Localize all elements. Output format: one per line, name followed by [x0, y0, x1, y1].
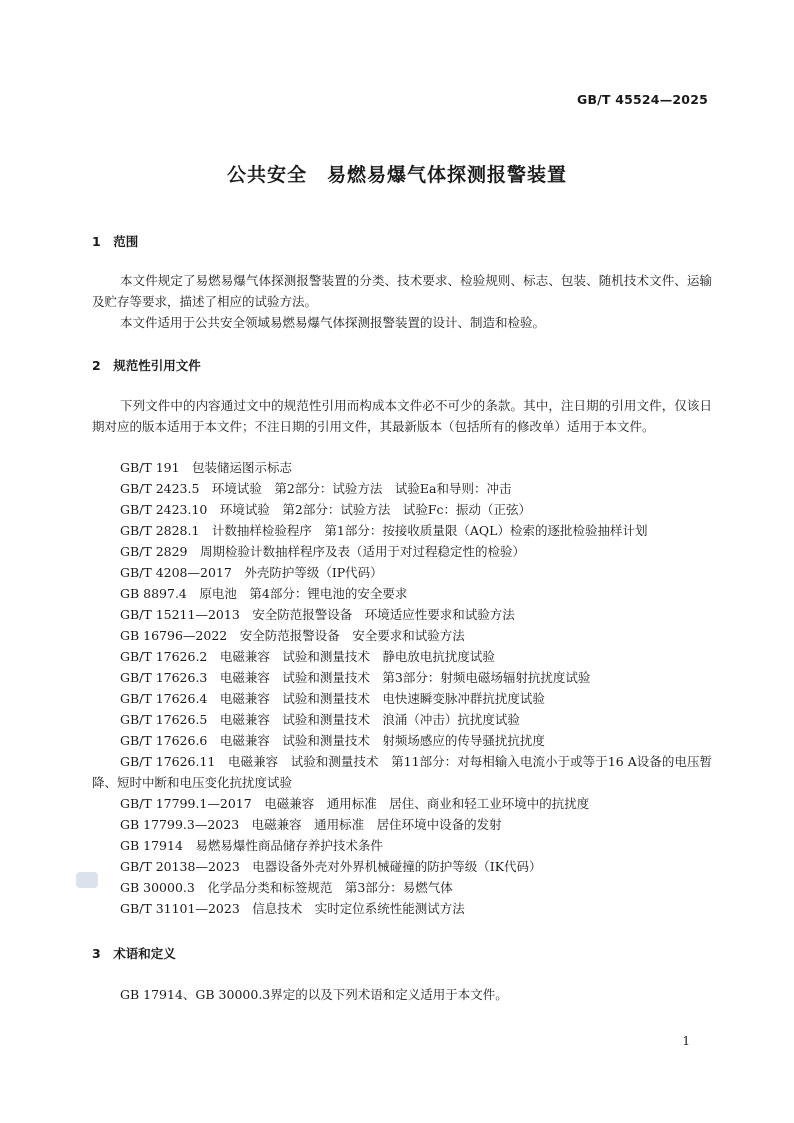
reference-item: GB 17799.3—2023 电磁兼容 通用标准 居住环境中设备的发射: [120, 817, 502, 832]
terms-paragraph: GB 17914、GB 30000.3界定的以及下列术语和定义适用于本文件。: [120, 987, 508, 1002]
reference-item: GB 8897.4 原电池 第4部分：锂电池的安全要求: [120, 586, 408, 601]
reference-item: GB/T 15211—2013 安全防范报警设备 环境适应性要求和试验方法: [120, 607, 515, 622]
reference-item: GB/T 4208—2017 外壳防护等级（IP代码）: [120, 565, 383, 580]
scope-paragraph-2: 本文件适用于公共安全领域易燃易爆气体探测报警装置的设计、制造和检验。: [120, 315, 546, 330]
reference-item: GB/T 191 包装储运图示标志: [120, 460, 293, 475]
reference-item: GB/T 20138—2023 电器设备外壳对外界机械碰撞的防护等级（IK代码）: [120, 859, 542, 874]
reference-item: GB/T 17626.6 电磁兼容 试验和测量技术 射频场感应的传导骚扰抗扰度: [120, 733, 545, 748]
watermark-logo-icon: [76, 872, 98, 888]
reference-item: GB/T 2423.10 环境试验 第2部分：试验方法 试验Fc：振动（正弦）: [120, 502, 532, 517]
scope-paragraph-1: 本文件规定了易燃易爆气体探测报警装置的分类、技术要求、检验规则、标志、包装、随机技术文件、运输及贮存等要求，描述了相应的试验方法。: [92, 273, 712, 309]
reference-item: GB 16796—2022 安全防范报警设备 安全要求和试验方法: [120, 628, 465, 643]
reference-item: GB/T 2828.1 计数抽样检验程序 第1部分：按接收质量限（AQL）检索的逐批检验抽样计划: [120, 523, 648, 538]
reference-item: GB/T 17626.2 电磁兼容 试验和测量技术 静电放电抗扰度试验: [120, 649, 495, 664]
reference-item: GB/T 17626.11 电磁兼容 试验和测量技术 第11部分：对每相输入电流小于或等于16 A设备的电压暂降、短时中断和电压变化抗扰度试验: [92, 754, 712, 790]
reference-list: [92, 457, 712, 919]
page-number: 1: [682, 1034, 690, 1048]
reference-item: GB/T 2829 周期检验计数抽样程序及表（适用于对过程稳定性的检验）: [120, 544, 526, 559]
reference-item: GB/T 17626.3 电磁兼容 试验和测量技术 第3部分：射频电磁场辐射抗扰度试验: [120, 670, 591, 685]
section-heading-scope: 1 范围: [92, 234, 139, 249]
section-heading-terms-definitions: 3 术语和定义: [92, 946, 176, 961]
references-intro-paragraph: 下列文件中的内容通过文中的规范性引用而构成本文件必不可少的条款。其中，注日期的引用文件，仅该日期对应的版本适用于本文件；不注日期的引用文件，其最新版本（包括所有的修改单）适用于本文件。: [92, 398, 712, 434]
reference-item: GB/T 2423.5 环境试验 第2部分：试验方法 试验Ea和导则：冲击: [120, 481, 512, 496]
reference-item: GB 30000.3 化学品分类和标签规范 第3部分：易燃气体: [120, 880, 453, 895]
reference-item: GB/T 17626.5 电磁兼容 试验和测量技术 浪涌（冲击）抗扰度试验: [120, 712, 520, 727]
reference-item: GB/T 17799.1—2017 电磁兼容 通用标准 居住、商业和轻工业环境中的抗扰度: [120, 796, 590, 811]
reference-item: GB 17914 易燃易爆性商品储存养护技术条件: [120, 838, 383, 853]
standard-code: GB/T 45524—2025: [576, 92, 708, 107]
section-heading-normative-references: 2 规范性引用文件: [92, 358, 201, 373]
document-title: 公共安全 易燃易爆气体探测报警装置: [226, 164, 567, 186]
reference-item: GB/T 31101—2023 信息技术 实时定位系统性能测试方法: [120, 901, 465, 916]
reference-item: GB/T 17626.4 电磁兼容 试验和测量技术 电快速瞬变脉冲群抗扰度试验: [120, 691, 545, 706]
